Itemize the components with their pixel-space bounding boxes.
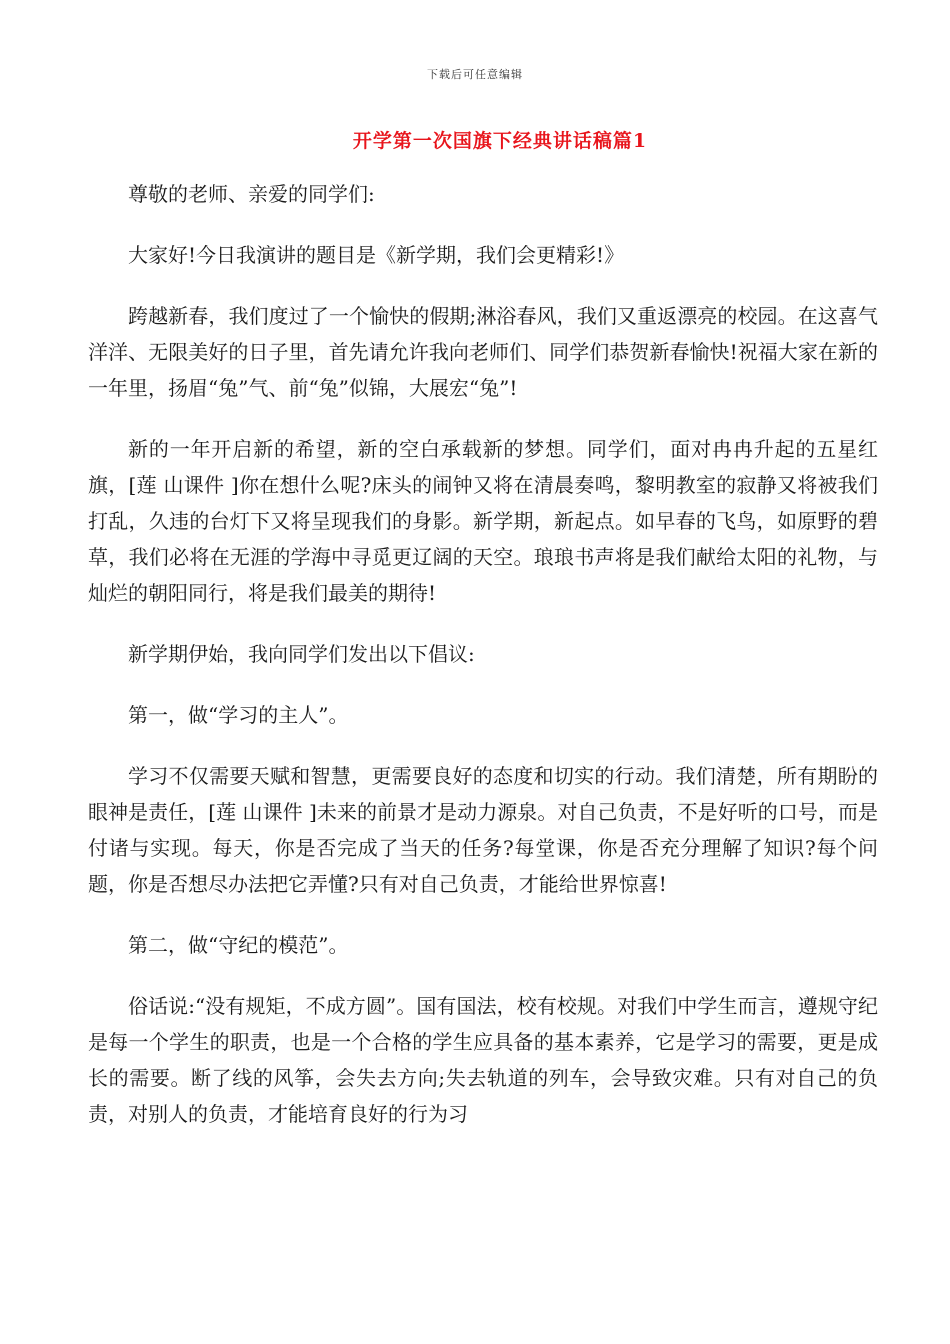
paragraph-proposal-intro: 新学期伊始，我向同学们发出以下倡议: — [128, 642, 475, 666]
paragraph-new-year-hope: 新的一年开启新的希望，新的空白承载新的梦想。同学们，面对冉冉升起的五星红旗，[莲 山课件 ]你在想什么呢?床头的闹钟又将在清晨奏鸣，黎明教室的寂静又将被我们打乱，久违的台灯下又将呈现我们的身影。新学期，新起点。如早春的飞鸟，如原野的碧草，我们必将在无涯的学海中寻觅更辽阔的天空。琅琅书声将是我们献给太阳的礼物，与灿烂的朝阳同行，将是我们最美的期待! — [88, 437, 878, 605]
paragraph-point-two-heading: 第二，做“守纪的模范”。 — [128, 933, 349, 957]
paragraph-intro: 大家好!今日我演讲的题目是《新学期，我们会更精彩!》 — [128, 243, 625, 267]
document-body — [88, 176, 878, 1157]
paragraph-point-two-body: 俗话说:“没有规矩，不成方圆”。国有国法，校有校规。对我们中学生而言，遵规守纪是每一个学生的职责，也是一个合格的学生应具备的基本素养，它是学习的需要，更是成长的需要。断了线的风筝，会失去方向;失去轨道的列车，会导致灾难。只有对自己的负责，对别人的负责，才能培育良好的行为习 — [88, 994, 878, 1126]
paragraph-new-spring: 跨越新春，我们度过了一个愉快的假期;淋浴春风，我们又重返漂亮的校园。在这喜气洋洋、无限美好的日子里，首先请允许我向老师们、同学们恭贺新春愉快!祝福大家在新的一年里，扬眉“兔”气、前“兔”似锦，大展宏“兔”! — [88, 304, 878, 400]
paragraph-point-one-heading: 第一，做“学习的主人”。 — [128, 703, 349, 727]
header-note: 下载后可任意编辑 — [427, 68, 523, 81]
paragraph-greeting: 尊敬的老师、亲爱的同学们: — [128, 182, 375, 206]
document-title: 开学第一次国旗下经典讲话稿篇1 — [352, 130, 648, 152]
paragraph-point-one-body: 学习不仅需要天赋和智慧，更需要良好的态度和切实的行动。我们清楚，所有期盼的眼神是责任，[莲 山课件 ]未来的前景才是动力源泉。对自己负责，不是好听的口号，而是付诸与实现。每天，你是否完成了当天的任务?每堂课，你是否充分理解了知识?每个问题，你是否想尽办法把它弄懂?只有对自己负责，才能给世界惊喜! — [88, 764, 878, 896]
